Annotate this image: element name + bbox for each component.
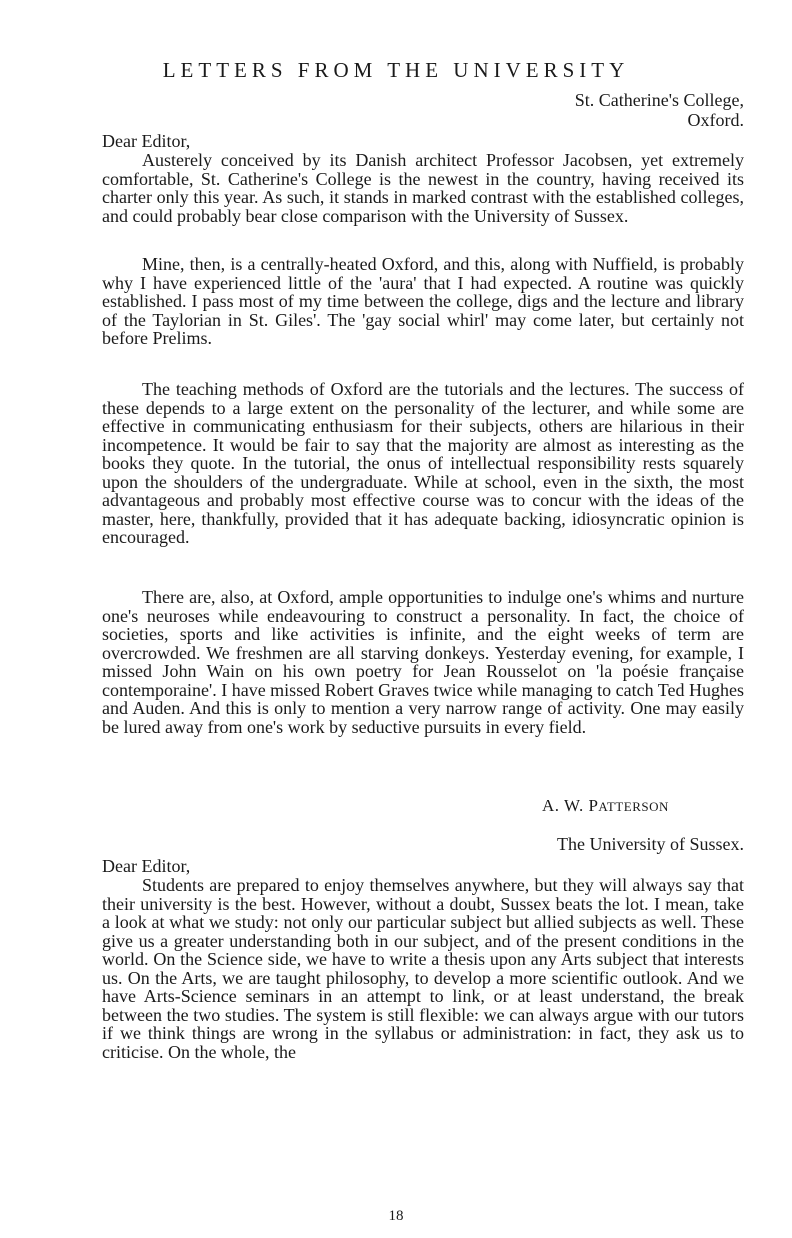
letter1-signature [542,796,669,817]
signature-surname: ATTERSON [598,799,669,814]
letter1-paragraph-3: The teaching methods of Oxford are the tutorials and the lectures. The success of these depends to a large extent on the personality of the lecturer, and while some are effective in communicating enthusiasm for their subjects, others are hilarious in their incompetence. It would be fair to say that the majority are almost as interesting as the books they quote. In the tutorial, the onus of intellectual responsibility rests squarely upon the shoulders of the undergraduate. While at school, even in the sixth, the most advantageous and probably most effective course was to concur with the ideas of the master, here, thankfully, provided that it has adequate backing, idiosyncratic opinion is encouraged. [102,379,744,547]
signature-initials: A. W. P [542,796,599,815]
letter1-paragraph-1: Austerely conceived by its Danish architect Professor Jacobsen, yet extremely comfortable, St. Catherine's College is the newest in the country, having received its charter only this year. As such, it stands in marked contrast with the established colleges, and could probably bear close comparison with the University of Sussex. [102,150,744,226]
page-number: 18 [388,1208,404,1224]
letter1-address-line1: St. Catherine's College, [574,90,744,110]
letter1-paragraph-2: Mine, then, is a centrally-heated Oxford, and this, along with Nuffield, is probably why I have experienced little of the 'aura' that I had expected. A routine was quickly established. I pass most of my time between the college, digs and the lecture and library of the Taylorian in St. Giles'. The 'gay social whirl' may come later, but certainly not before Prelims. [102,254,744,348]
letter1-paragraph-4: There are, also, at Oxford, ample opportunities to indulge one's whims and nurture one's neuroses while endeavouring to construct a personality. In fact, the choice of societies, sports and like activities is infinite, and the eight weeks of term are overcrowded. We freshmen are all starving donkeys. Yesterday evening, for example, I missed John Wain on his own poetry for Jean Rousselot on 'la poésie française contemporaine'. I have missed Robert Graves twice while managing to catch Ted Hughes and Auden. And this is only to mention a very narrow range of activity. One may easily be lured away from one's work by seductive pursuits in every field. [102,587,744,737]
letter1-address-line2: Oxford. [687,110,744,130]
letter2-salutation: Dear Editor, [102,856,191,876]
letter1-salutation: Dear Editor, [102,131,191,151]
letter2-paragraph-1: Students are prepared to enjoy themselves anywhere, but they will always say that their university is the best. However, without a doubt, Sussex beats the lot. I mean, take a look at what we study: not only our particular subject but allied subjects as well. These give us a greater understanding both in our subject, and of the present conditions in the world. On the Science side, we have to write a thesis upon any Arts subject that interests us. On the Arts, we are taught philosophy, to develop a more scientific outlook. And we have Arts-Science seminars in an attempt to link, or at least understand, the break between the two studies. The system is still flexible: we can always argue with our tutors if we think things are wrong in the syllabus or administration: in fact, they ask us to criticise. On the whole, the [102,875,744,1062]
page-heading: LETTERS FROM THE UNIVERSITY [162,58,630,82]
letter2-address-line1: The University of Sussex. [557,834,744,854]
